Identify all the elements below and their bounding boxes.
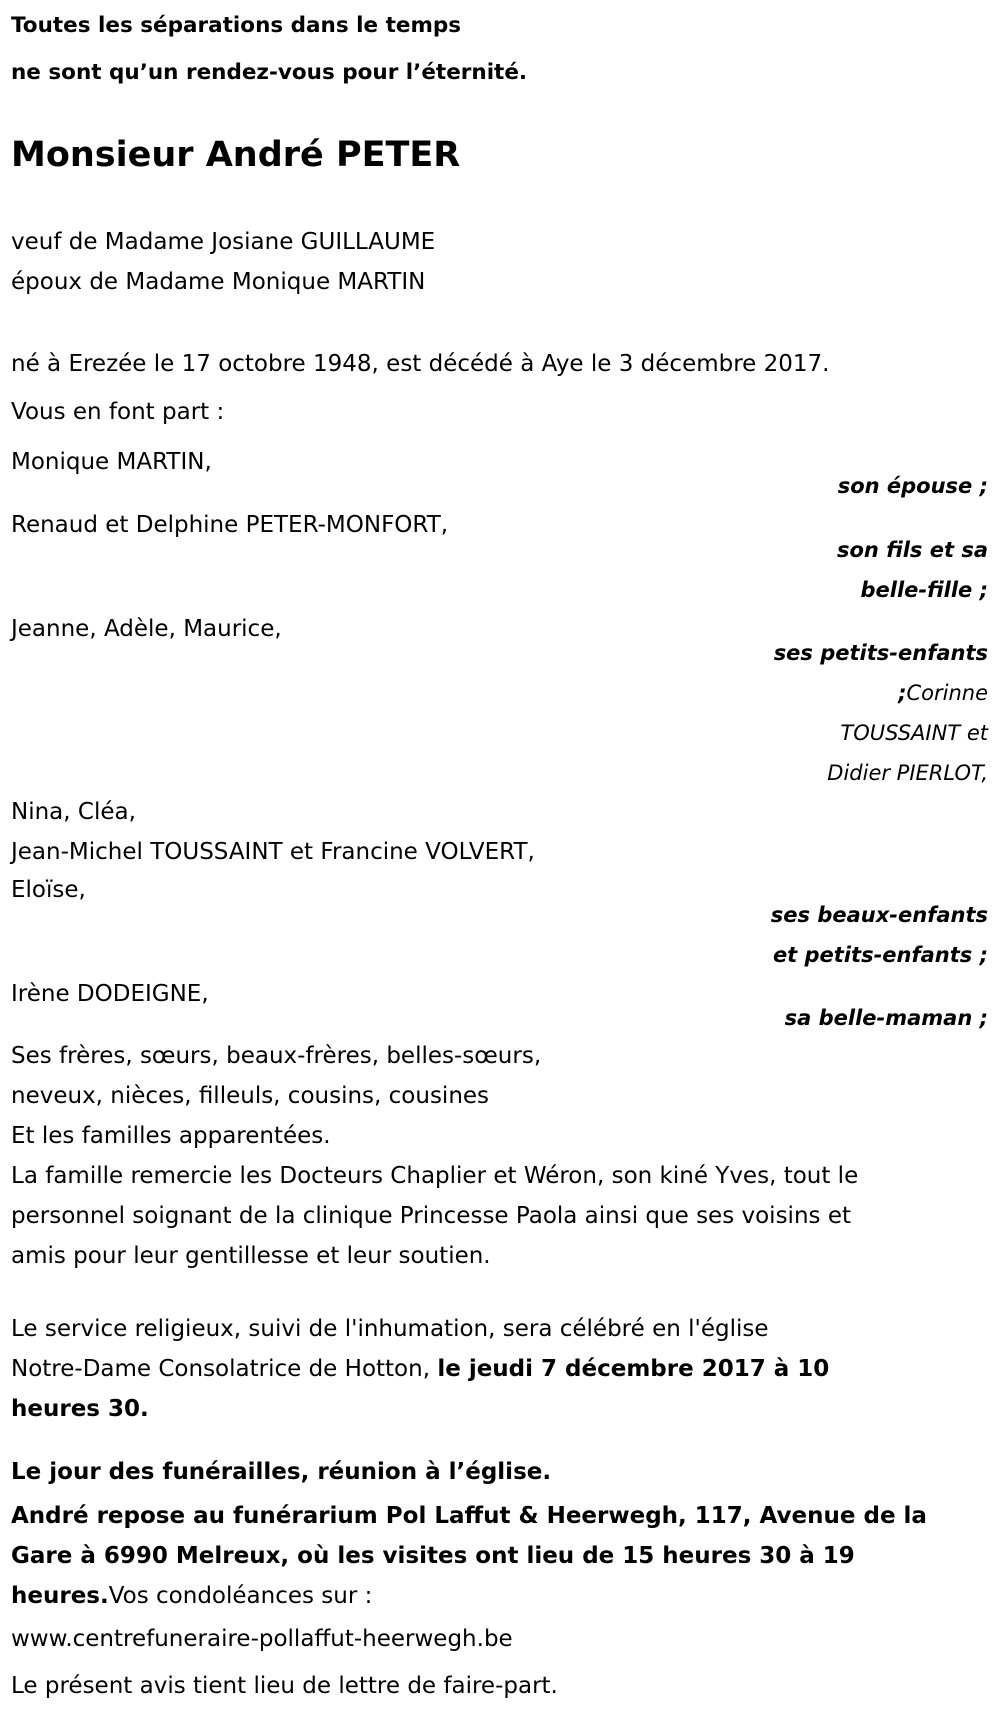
announcer-relation: et petits-enfants ; <box>772 943 988 967</box>
announcer-names: Irène DODEIGNE, <box>11 981 209 1007</box>
visitation-line-2: Gare à 6990 Melreux, où les visites ont lieu de 15 heures 30 à 19 <box>11 1543 855 1569</box>
visitation-hours-end: heures. <box>11 1583 109 1609</box>
announcer-names: Renaud et Delphine PETER-MONFORT, <box>11 512 449 538</box>
service-date: le jeudi 7 décembre 2017 à 10 <box>437 1356 830 1382</box>
announcer-relation: belle-fille ; <box>860 578 988 602</box>
announcer-names: Nina, Cléa, <box>11 799 136 825</box>
service-location: Notre-Dame Consolatrice de Hotton, <box>11 1356 438 1382</box>
announcer-name-italic: Didier PIERLOT, <box>827 761 988 785</box>
announcer-relation: son fils et sa <box>837 538 988 562</box>
announcers-intro: Vous en font part : <box>11 399 225 425</box>
service-line-2 <box>11 1349 829 1389</box>
visitation-line-3 <box>11 1576 372 1616</box>
announcer-names: Eloïse, <box>11 877 86 903</box>
extended-family: neveux, nièces, filleuls, cousins, cousines <box>11 1083 490 1109</box>
extended-family: Et les familles apparentées. <box>11 1123 331 1149</box>
announcer-relation: sa belle-maman ; <box>784 1006 988 1030</box>
announcer-relation-tail <box>898 673 988 713</box>
service-time: heures 30. <box>11 1396 149 1422</box>
closing-note: Le présent avis tient lieu de lettre de faire-part. <box>11 1673 558 1699</box>
announcer-relation: son épouse ; <box>837 474 988 498</box>
epigraph-line-2: ne sont qu’un rendez-vous pour l’éternité. <box>11 60 528 85</box>
extended-family: Ses frères, sœurs, beaux-frères, belles-sœurs, <box>11 1043 542 1069</box>
announcer-name-italic: TOUSSAINT et <box>840 721 988 745</box>
service-line-1: Le service religieux, suivi de l'inhumation, sera célébré en l'église <box>11 1316 769 1342</box>
condolences-website-link[interactable]: www.centrefuneraire-pollaffut-heerwegh.be <box>11 1626 513 1652</box>
page-title: Monsieur André PETER <box>11 135 461 175</box>
announcer-name-italic: Corinne <box>906 681 988 705</box>
thanks-line: La famille remercie les Docteurs Chaplier et Wéron, son kiné Yves, tout le <box>11 1163 859 1189</box>
announcer-relation: ses petits-enfants <box>773 641 988 665</box>
widower-of: veuf de Madame Josiane GUILLAUME <box>11 229 436 255</box>
announcer-names: Monique MARTIN, <box>11 449 212 475</box>
announcer-names: Jeanne, Adèle, Maurice, <box>11 616 282 642</box>
epigraph-line-1: Toutes les séparations dans le temps <box>11 13 462 38</box>
thanks-line: personnel soignant de la clinique Princesse Paola ainsi que ses voisins et <box>11 1203 851 1229</box>
visitation-line-1: André repose au funérarium Pol Laffut & Heerwegh, 117, Avenue de la <box>11 1503 927 1529</box>
condolences-label: Vos condoléances sur : <box>108 1583 373 1609</box>
thanks-line: amis pour leur gentillesse et leur soutien. <box>11 1243 491 1269</box>
spouse-of: époux de Madame Monique MARTIN <box>11 269 426 295</box>
meeting-note: Le jour des funérailles, réunion à l’église. <box>11 1459 552 1485</box>
announcer-names: Jean-Michel TOUSSAINT et Francine VOLVERT, <box>11 839 535 865</box>
birth-death: né à Erezée le 17 octobre 1948, est décédé à Aye le 3 décembre 2017. <box>11 351 830 377</box>
announcer-relation: ses beaux-enfants <box>770 903 988 927</box>
semicolon: ; <box>898 681 907 705</box>
